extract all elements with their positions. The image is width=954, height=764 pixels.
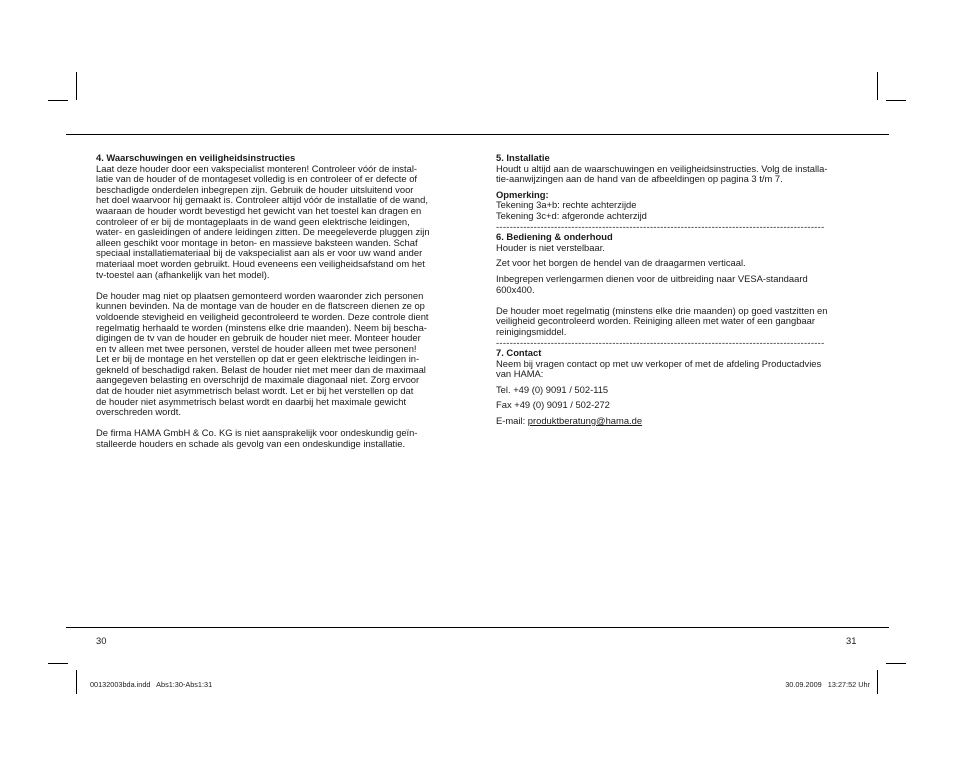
text-line: Houdt u altijd aan de waarschuwingen en veiligheidsinstructies. Volg de installa- <box>496 162 828 174</box>
text-line: gekneld of beschadigd raken. Belast de houder niet met meer dan de maximaal <box>96 363 426 375</box>
text-line: controleer of er bij de montageplaats in de wand geen elektrische leidingen, <box>96 215 410 227</box>
text-line: reinigingsmiddel. <box>496 325 567 337</box>
text-line: veiligheid gecontroleerd worden. Reiniging alleen met water of een gangbaar <box>496 315 815 327</box>
text-line: Houder is niet verstelbaar. <box>496 241 605 253</box>
text-line: regelmatig herhaald te worden (minstens elke drie maanden). Neem bij bescha- <box>96 321 427 333</box>
section-4-heading: 4. Waarschuwingen en veiligheidsinstructies <box>96 152 296 163</box>
right-column <box>496 153 871 427</box>
text-line: en tv alleen met twee personen, verstel de houder alleen met twee personen! <box>96 342 417 354</box>
text-line: waaraan de houder wordt bevestigd het gewicht van het toestel kan dragen en <box>96 204 422 216</box>
crop-mark <box>48 663 68 664</box>
crop-mark <box>877 670 878 694</box>
section-4-paragraph-3 <box>96 428 466 449</box>
text-line: Laat deze houder door een vakspecialist monteren! Controleer vóór de instal- <box>96 162 418 174</box>
text-line: latie van de houder of de montageset volledig is en controleer of er defecte of <box>96 173 418 185</box>
text-line: het doel waarvoor hij gemaakt is. Controleer altijd vóór de installatie of de wand, <box>96 194 428 206</box>
text-line: De firma HAMA GmbH & Co. KG is niet aansprakelijk voor ondeskundig geïn- <box>96 427 418 439</box>
section-7-heading: 7. Contact <box>496 347 542 359</box>
section-6-paragraph <box>496 306 871 338</box>
text-line: Neem bij vragen contact op met uw verkoper of met de afdeling Productadvies <box>496 357 822 369</box>
text-line: water- en gasleidingen of andere leidingen zitten. De meegeleverde pluggen zijn <box>96 226 430 238</box>
contact-email <box>496 416 871 427</box>
email-link[interactable]: produktberatung@hama.de <box>527 415 643 427</box>
text-line: voldoende stevigheid en veiligheid gecontroleerd te worden. Deze controle dient <box>96 310 429 322</box>
section-6-heading: 6. Bediening & onderhoud <box>496 231 613 243</box>
text-line: beschadigde onderdelen inbegrepen zijn. Gebruik de houder uitsluitend voor <box>96 183 414 195</box>
crop-mark <box>76 670 77 694</box>
text-line: dat de houder niet asymmetrisch belast wordt. Let er bij het verstellen op dat <box>96 385 414 397</box>
text-line: Tekening 3a+b: rechte achterzijde <box>496 199 637 211</box>
text-line: tie-aanwijzingen aan de hand van de afbeeldingen op pagina 3 t/m 7. <box>496 173 783 185</box>
section-4-paragraph-2 <box>96 291 466 418</box>
section-5-heading: 5. Installatie <box>496 152 550 163</box>
text-line: Let er bij de montage en het verstellen op dat er geen elektrische leidingen in- <box>96 353 420 365</box>
text-line: De houder moet regelmatig (minstens elke drie maanden) op goed vastzitten en <box>496 304 828 316</box>
left-column <box>96 153 466 450</box>
text-line: stalleerde houders en schade als gevolg van een ondeskundige installatie. <box>96 438 406 450</box>
slug-timestamp: 30.09.2009 13:27:52 Uhr <box>785 680 870 689</box>
text-line: 600x400. <box>496 283 535 295</box>
crop-mark <box>48 100 68 101</box>
email-label: E-mail: <box>496 415 528 427</box>
text-line: van HAMA: <box>496 368 544 380</box>
note-heading: Opmerking: <box>496 188 549 200</box>
page-number-right: 31 <box>846 635 857 646</box>
text-line: materiaal moet worden gebruikt. Houd eveneens een veiligheidsafstand om het <box>96 257 425 269</box>
top-rule <box>66 134 889 135</box>
section-separator: ------------------------------------------------------------------------------------------------ <box>496 221 825 232</box>
contact-tel: Tel. +49 (0) 9091 / 502-115 <box>496 383 609 395</box>
slug-file-info: 00132003bda.indd Abs1:30-Abs1:31 <box>90 680 213 689</box>
crop-mark <box>886 100 906 101</box>
text-line: speciaal installatiemateriaal bij de vakspecialist aan als er voor uw wand ander <box>96 247 423 259</box>
section-4-paragraph-1 <box>96 164 466 281</box>
crop-mark <box>76 72 77 100</box>
contact-fax: Fax +49 (0) 9091 / 502-272 <box>496 399 610 411</box>
text-line: tv-toestel aan (afhankelijk van het model). <box>96 268 270 280</box>
bottom-rule <box>66 627 889 628</box>
text-line: Inbegrepen verlengarmen dienen voor de uitbreiding naar VESA-standaard <box>496 272 808 284</box>
text-line: kunnen bevinden. Na de montage van de houder en de flatscreen dienen ze op <box>96 300 425 312</box>
text-line: Zet voor het borgen de hendel van de draagarmen verticaal. <box>496 257 746 269</box>
section-6-paragraph <box>496 274 871 295</box>
text-line: De houder mag niet op plaatsen gemonteerd worden waaronder zich personen <box>96 289 424 301</box>
text-line: aangegeven belasting en overschrijd de maximale diagonaal niet. Zorg ervoor <box>96 374 420 386</box>
section-separator: ------------------------------------------------------------------------------------------------ <box>496 337 825 348</box>
crop-mark <box>886 663 906 664</box>
text-line: digingen de tv van de houder en gebruik de houder niet meer. Monteer houder <box>96 332 421 344</box>
text-line: Tekening 3c+d: afgeronde achterzijd <box>496 209 647 221</box>
text-line: overschreden wordt. <box>96 406 181 418</box>
page-number-left: 30 <box>96 635 107 646</box>
text-line: de houder niet asymmetrisch belast wordt en daarbij het maximale gewicht <box>96 395 407 407</box>
crop-mark <box>877 72 878 100</box>
text-line: alleen geschikt voor montage in beton- en massieve baksteen wanden. Schaf <box>96 236 418 248</box>
